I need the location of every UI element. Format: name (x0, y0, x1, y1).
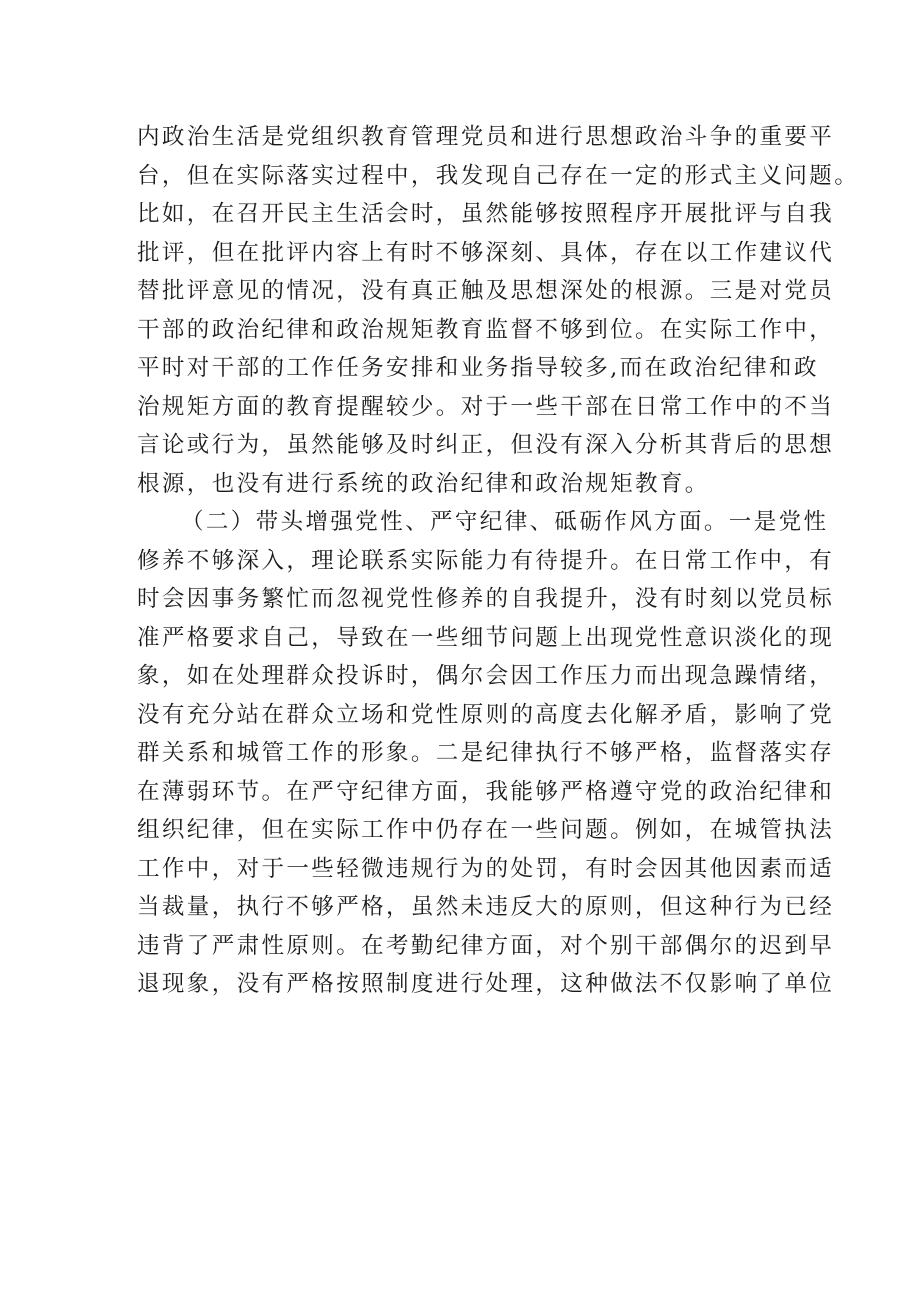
text-line: 时会因事务繁忙而忽视党性修养的自我提升，没有时刻以党员标 (137, 586, 835, 612)
text-line: 平时对干部的工作任务安排和业务指导较多,而在政治纪律和政 (137, 355, 819, 381)
text-line: 群关系和城管工作的形象。二是纪律执行不够严格，监督落实存 (137, 740, 835, 766)
text-line: 言论或行为，虽然能够及时纠正，但没有深入分析其背后的思想 (137, 432, 835, 458)
body-text (137, 118, 860, 1004)
section-heading-line: （二）带头增强党性、严守纪律、砥砺作风方面。一是党性 (181, 509, 829, 535)
text-line: 替批评意见的情况，没有真正触及思想深处的根源。三是对党员 (137, 278, 835, 304)
text-line: 根源，也没有进行系统的政治纪律和政治规矩教育。 (137, 470, 710, 497)
text-line: 当裁量，执行不够严格，虽然未违反大的原则，但这种行为已经 (137, 894, 835, 920)
text-line: 内政治生活是党组织教育管理党员和进行思想政治斗争的重要平 (137, 124, 835, 150)
text-line: 干部的政治纪律和政治规矩教育监督不够到位。在实际工作中， (137, 316, 835, 343)
text-line: 台，但在实际落实过程中，我发现自己存在一定的形式主义问题。 (137, 162, 860, 189)
text-line: 在薄弱环节。在严守纪律方面，我能够严格遵守党的政治纪律和 (137, 778, 835, 805)
text-line: 批评，但在批评内容上有时不够深刻、具体，存在以工作建议代 (137, 239, 835, 266)
text-line: 工作中，对于一些轻微违规行为的处罚，有时会因其他因素而适 (137, 855, 835, 882)
text-line: 比如，在召开民主生活会时，虽然能够按照程序开展批评与自我 (137, 201, 835, 227)
text-line: 准严格要求自己，导致在一些细节问题上出现党性意识淡化的现 (137, 624, 835, 651)
text-line: 象，如在处理群众投诉时，偶尔会因工作压力而出现急躁情绪， (137, 663, 835, 689)
text-line: 组织纪律，但在实际工作中仍存在一些问题。例如，在城管执法 (137, 817, 835, 843)
text-line: 没有充分站在群众立场和党性原则的高度去化解矛盾，影响了党 (137, 701, 835, 728)
text-line: 退现象，没有严格按照制度进行处理，这种做法不仅影响了单位 (137, 971, 835, 997)
text-line: 治规矩方面的教育提醒较少。对于一些干部在日常工作中的不当 (137, 393, 835, 420)
text-line: 违背了严肃性原则。在考勤纪律方面，对个别干部偶尔的迟到早 (137, 932, 835, 959)
text-line: 修养不够深入，理论联系实际能力有待提升。在日常工作中，有 (137, 547, 835, 574)
